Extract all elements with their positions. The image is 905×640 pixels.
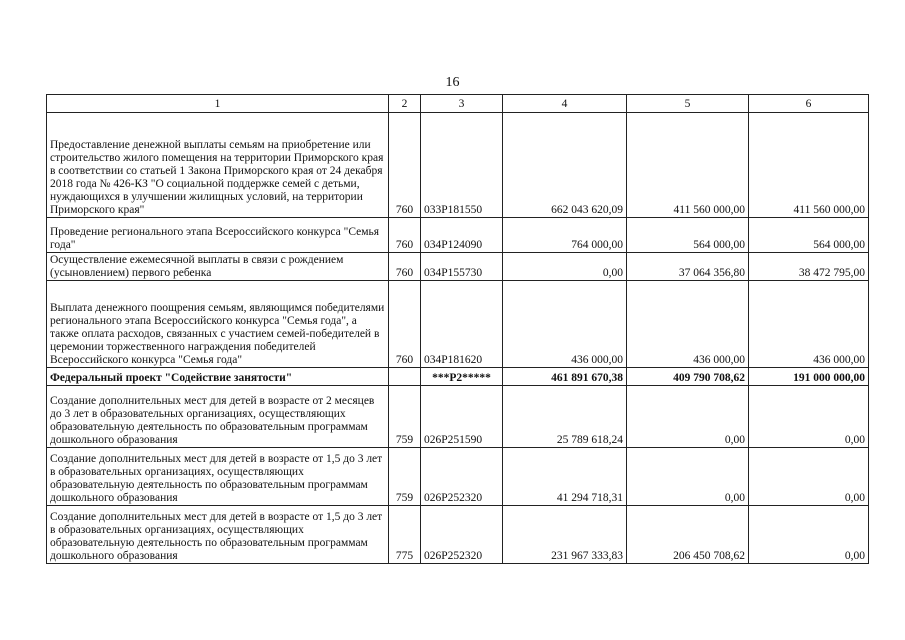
row-grbs-code xyxy=(389,368,421,386)
row-value-col5: 564 000,00 xyxy=(627,218,749,253)
row-grbs-code: 759 xyxy=(389,448,421,506)
row-grbs-code: 775 xyxy=(389,506,421,564)
row-value-col5: 0,00 xyxy=(627,448,749,506)
table-row xyxy=(47,368,869,386)
row-value-col4: 231 967 333,83 xyxy=(503,506,627,564)
row-value-col5: 0,00 xyxy=(627,386,749,448)
row-value-col6: 411 560 000,00 xyxy=(749,113,869,218)
row-grbs-code: 760 xyxy=(389,281,421,368)
row-value-col6: 0,00 xyxy=(749,506,869,564)
row-value-col5: 206 450 708,62 xyxy=(627,506,749,564)
table-row xyxy=(47,253,869,281)
row-value-col5: 411 560 000,00 xyxy=(627,113,749,218)
row-value-col4: 41 294 718,31 xyxy=(503,448,627,506)
row-value-col4: 461 891 670,38 xyxy=(503,368,627,386)
row-value-col4: 0,00 xyxy=(503,253,627,281)
table-row xyxy=(47,506,869,564)
header-cell-1: 1 xyxy=(47,95,389,113)
page-number: 16 xyxy=(445,75,460,90)
row-description: Осуществление ежемесячной выплаты в связи с рождением (усыновлением) первого ребенка xyxy=(47,253,389,281)
row-target-code: ***P2***** xyxy=(421,368,503,386)
row-value-col6: 38 472 795,00 xyxy=(749,253,869,281)
row-value-col5: 436 000,00 xyxy=(627,281,749,368)
row-target-code: 033P181550 xyxy=(421,113,503,218)
header-cell-2: 2 xyxy=(389,95,421,113)
table-row xyxy=(47,281,869,368)
header-cell-6: 6 xyxy=(749,95,869,113)
row-description: Предоставление денежной выплаты семьям на приобретение или строительство жилого помещения на территории Приморского края в соответствии со статьей 1 Закона Приморского края от 24 декабря 2018 года № 426-КЗ "О социальной поддержке семей с детьми, нуждающихся в улучшении жилищных условий, на территории Приморского края" xyxy=(47,113,389,218)
row-value-col4: 764 000,00 xyxy=(503,218,627,253)
row-target-code: 026P252320 xyxy=(421,506,503,564)
table-row xyxy=(47,386,869,448)
row-grbs-code: 760 xyxy=(389,253,421,281)
row-description: Создание дополнительных мест для детей в возрасте от 2 месяцев до 3 лет в образовательных организациях, осуществляющих образовательную деятельность по образовательным программам дошкольного образования xyxy=(47,386,389,448)
row-description: Создание дополнительных мест для детей в возрасте от 1,5 до 3 лет в образовательных организациях, осуществляющих образовательную деятельность по образовательным программам дошкольного образования xyxy=(47,448,389,506)
row-value-col6: 0,00 xyxy=(749,448,869,506)
header-row xyxy=(47,95,869,113)
row-target-code: 026P252320 xyxy=(421,448,503,506)
row-target-code: 034P124090 xyxy=(421,218,503,253)
row-description: Проведение регионального этапа Всероссийского конкурса "Семья года" xyxy=(47,218,389,253)
row-value-col5: 37 064 356,80 xyxy=(627,253,749,281)
row-value-col6: 564 000,00 xyxy=(749,218,869,253)
row-target-code: 026P251590 xyxy=(421,386,503,448)
row-value-col4: 436 000,00 xyxy=(503,281,627,368)
row-description: Выплата денежного поощрения семьям, являющимся победителями регионального этапа Всероссийского конкурса "Семья года", а также оплата расходов, связанных с участием семей-победителей в церемонии торжественного награждения победителей Всероссийского конкурса "Семья года" xyxy=(47,281,389,368)
row-grbs-code: 760 xyxy=(389,113,421,218)
budget-table xyxy=(46,94,869,564)
row-value-col6: 0,00 xyxy=(749,386,869,448)
row-grbs-code: 759 xyxy=(389,386,421,448)
header-cell-4: 4 xyxy=(503,95,627,113)
row-grbs-code: 760 xyxy=(389,218,421,253)
row-value-col4: 662 043 620,09 xyxy=(503,113,627,218)
table-row xyxy=(47,218,869,253)
header-cell-3: 3 xyxy=(421,95,503,113)
row-value-col5: 409 790 708,62 xyxy=(627,368,749,386)
row-target-code: 034P155730 xyxy=(421,253,503,281)
header-cell-5: 5 xyxy=(627,95,749,113)
row-description: Федеральный проект "Содействие занятости" xyxy=(47,368,389,386)
row-value-col4: 25 789 618,24 xyxy=(503,386,627,448)
table-body xyxy=(47,95,869,564)
row-target-code: 034P181620 xyxy=(421,281,503,368)
row-value-col6: 191 000 000,00 xyxy=(749,368,869,386)
table-row xyxy=(47,113,869,218)
table-row xyxy=(47,448,869,506)
row-value-col6: 436 000,00 xyxy=(749,281,869,368)
row-description: Создание дополнительных мест для детей в возрасте от 1,5 до 3 лет в образовательных организациях, осуществляющих образовательную деятельность по образовательным программам дошкольного образования xyxy=(47,506,389,564)
